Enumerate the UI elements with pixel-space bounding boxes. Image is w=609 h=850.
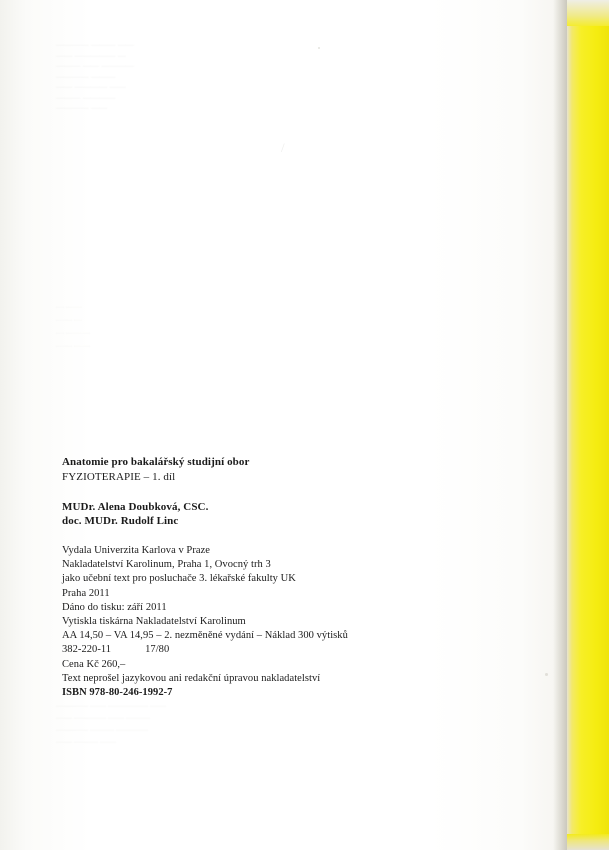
ghost-text-middle: — —— —— — — ——— —— ——	[56, 302, 90, 350]
book-title: Anatomie pro bakalářský studijní obor	[62, 456, 250, 468]
author-2: doc. MUDr. Rudolf Linc	[62, 515, 179, 527]
book-subtitle: FYZIOTERAPIE – 1. díl	[62, 470, 176, 483]
cover-edge-strip	[567, 0, 609, 850]
price-line: Cena Kč 260,–	[62, 658, 126, 670]
cover-edge-top-cap	[567, 0, 609, 26]
imprint-block	[62, 544, 482, 700]
catalog-code: 382-220-11	[62, 644, 112, 656]
scan-speck	[318, 47, 320, 49]
colophon-block	[62, 455, 482, 700]
isbn-line: ISBN 978-80-246-1992-7	[62, 687, 173, 699]
author-list	[62, 500, 482, 528]
imprint-line-printer: Vytiskla tiskárna Nakladatelství Karolinum	[62, 616, 246, 628]
imprint-line-edition: AA 14,50 – VA 14,95 – 2. nezměněné vydání – Náklad 300 výtisků	[62, 630, 348, 642]
scan-speck	[545, 673, 548, 676]
ghost-text-bottom: ———— —— ————— —— —— ———— —— ——— ———— ——— ———— —— ——— ——	[56, 701, 166, 746]
ghost-text-top: ———— ——— —— —— ————— — ——— —— ———— ———— ——— —— ———— —— ——— ———— ———— ——	[56, 40, 135, 112]
imprint-line-address: Nakladatelství Karolinum, Praha 1, Ovocný trh 3	[62, 559, 271, 571]
imprint-line-print-date: Dáno do tisku: září 2011	[62, 601, 167, 613]
catalog-code-secondary: 17/80	[145, 644, 170, 656]
imprint-line-place-year: Praha 2011	[62, 587, 110, 599]
ghost-mark-icon: /	[281, 140, 285, 155]
imprint-line-purpose: jako učební text pro posluchače 3. lékařské fakulty UK	[62, 573, 296, 585]
imprint-line-publisher: Vydala Univerzita Karlova v Praze	[62, 545, 211, 556]
author-1: MUDr. Alena Doubková, CSC.	[62, 501, 209, 513]
cover-edge-bottom-cap	[567, 834, 609, 850]
imprint-line-catalog	[62, 643, 482, 657]
disclaimer-line: Text neprošel jazykovou ani redakční úpravou nakladatelství	[62, 672, 321, 684]
binding-shadow	[553, 0, 567, 850]
